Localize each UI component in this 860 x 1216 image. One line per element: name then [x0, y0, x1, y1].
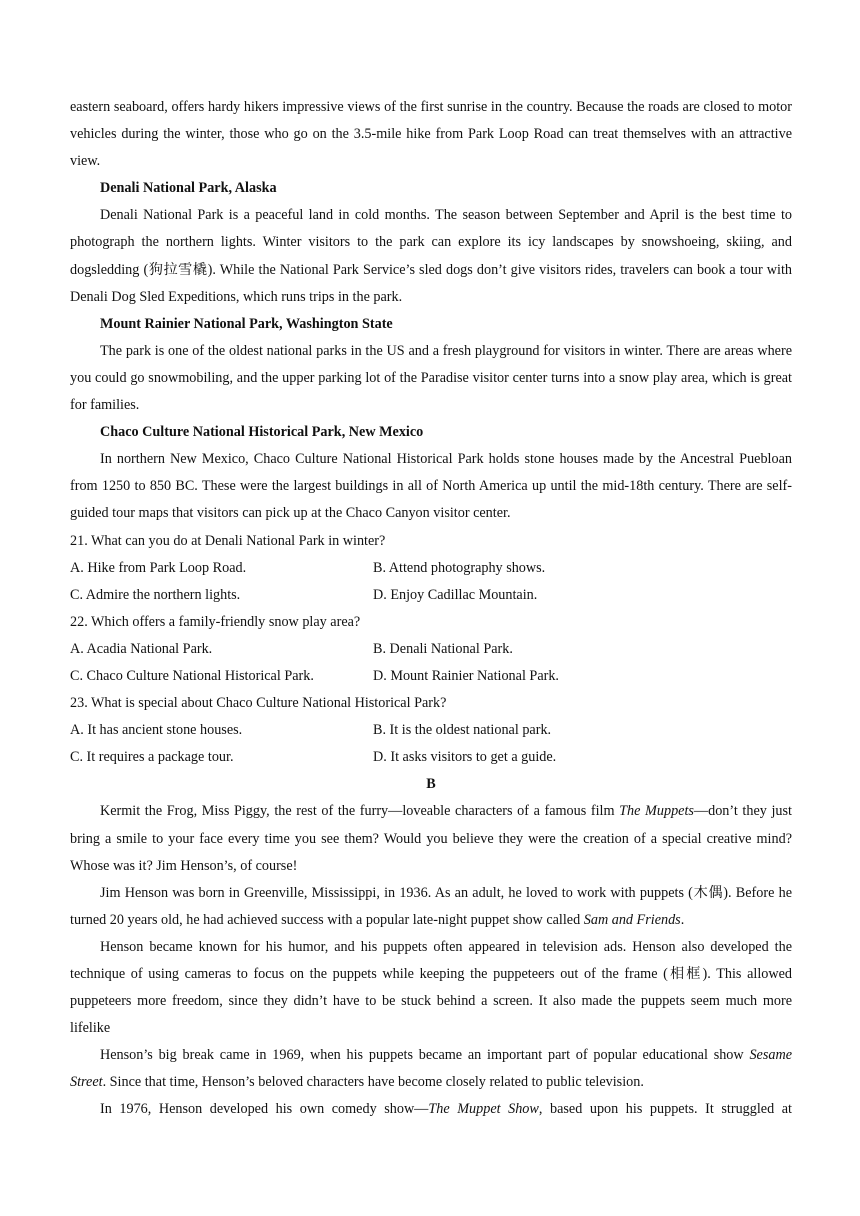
section-body-rainier: The park is one of the oldest national parks in the US and a fresh playground for visitors in winter. There are areas where you could go snowmobiling, and the upper parking lot of the Paradise visitor center turns into a snow play area, which is great for families. — [70, 342, 792, 414]
section-body-chaco: In northern New Mexico, Chaco Culture National Historical Park holds stone houses made by the Ancestral Puebloan from 1250 to 850 BC. These were the largest buildings in all of North America up until the mid-18th century. There are self-guided tour maps that visitors can pick up at the Chaco Canyon visitor center. — [70, 451, 792, 522]
passage-b-paragraph-4 — [70, 1042, 792, 1096]
question-23-stem: 23. What is special about Chaco Culture National Historical Park? — [70, 695, 447, 712]
question-23-option-a: A. It has ancient stone houses. — [70, 722, 243, 739]
question-21-stem: 21. What can you do at Denali National Park in winter? — [70, 532, 386, 549]
section-heading-rainier: Mount Rainier National Park, Washington State — [100, 315, 393, 332]
question-22-options — [70, 636, 792, 690]
passage-b-paragraph-1 — [70, 798, 792, 879]
question-21-option-c: C. Admire the northern lights. — [70, 586, 241, 603]
document-page — [70, 94, 792, 1124]
text-run: . Since that time, Henson’s beloved characters have become closely related to public television. — [102, 1074, 644, 1091]
question-23-option-c: C. It requires a package tour. — [70, 749, 234, 766]
question-23-option-d: D. It asks visitors to get a guide. — [373, 749, 557, 766]
text-run: Henson’s big break came in 1969, when his puppets became an important part of popular educational show — [100, 1047, 750, 1064]
section-body-denali: Denali National Park is a peaceful land in cold months. The season between September and April is the best time to photograph the northern lights. Winter visitors to the park can explore its icy landscapes by snowshoeing, skiing, and dogsledding (狗拉雪橇). While the National Park Service’s sled dogs don’t give visitors rides, travelers can book a tour with Denali Dog Sled Expeditions, which runs trips in the park. — [70, 207, 792, 305]
passage-b-paragraph-3: Henson became known for his humor, and his puppets often appeared in television ads. Henson also developed the technique of using cameras to focus on the puppets while keeping the puppeteers out of the frame (相框). This allowed puppeteers more freedom, since they didn’t have to be stuck behind a screen. It also made the puppets seem much more lifelike — [70, 938, 792, 1037]
question-21-option-d: D. Enjoy Cadillac Mountain. — [373, 586, 538, 603]
show-title: Sam and Friends — [583, 911, 681, 928]
text-run: —don’t they just bring a smile to your face every time you see them? Would you believe they were the creation of a special creative mind? Whose was it? Jim Henson’s, of course! — [70, 803, 792, 874]
passage-a-intro: eastern seaboard, offers hardy hikers impressive views of the first sunrise in the country. Because the roads are closed to motor vehicles during the winter, those who go on the 3.5-mile hike from Park Loop Road can treat themselves with an attractive view. — [70, 99, 792, 170]
passage-b-label: B — [426, 776, 436, 793]
film-title: The Muppets — [619, 803, 694, 820]
section-heading-chaco: Chaco Culture National Historical Park, New Mexico — [100, 424, 424, 441]
question-22-stem: 22. Which offers a family-friendly snow play area? — [70, 613, 361, 630]
text-run: Kermit the Frog, Miss Piggy, the rest of the furry—loveable characters of a famous film — [100, 803, 620, 820]
question-22-option-a: A. Acadia National Park. — [70, 640, 213, 657]
question-22-option-d: D. Mount Rainier National Park. — [373, 667, 559, 684]
show-title: The Muppet Show — [428, 1101, 539, 1118]
question-22-option-b: B. Denali National Park. — [373, 640, 513, 657]
question-21-option-b: B. Attend photography shows. — [373, 559, 546, 576]
text-run: Jim Henson was born in Greenville, Mississippi, in 1936. As an adult, he loved to work with puppets (木偶). Before he turned 20 years old, he had achieved success with a popular late-night puppet show called — [70, 884, 792, 928]
section-heading-denali: Denali National Park, Alaska — [100, 180, 277, 197]
text-run: , based upon his puppets. It struggled at — [538, 1101, 792, 1118]
question-22-option-c: C. Chaco Culture National Historical Park. — [70, 667, 314, 684]
show-title: Sesame Street — [70, 1047, 792, 1091]
passage-b-paragraph-2 — [70, 880, 792, 934]
question-23-option-b: B. It is the oldest national park. — [373, 722, 552, 739]
text-run: In 1976, Henson developed his own comedy show— — [100, 1101, 429, 1118]
question-23-options — [70, 717, 792, 771]
question-21-options — [70, 555, 792, 609]
passage-b-paragraph-5 — [70, 1096, 792, 1123]
question-21-option-a: A. Hike from Park Loop Road. — [70, 559, 247, 576]
text-run: . — [680, 911, 685, 928]
